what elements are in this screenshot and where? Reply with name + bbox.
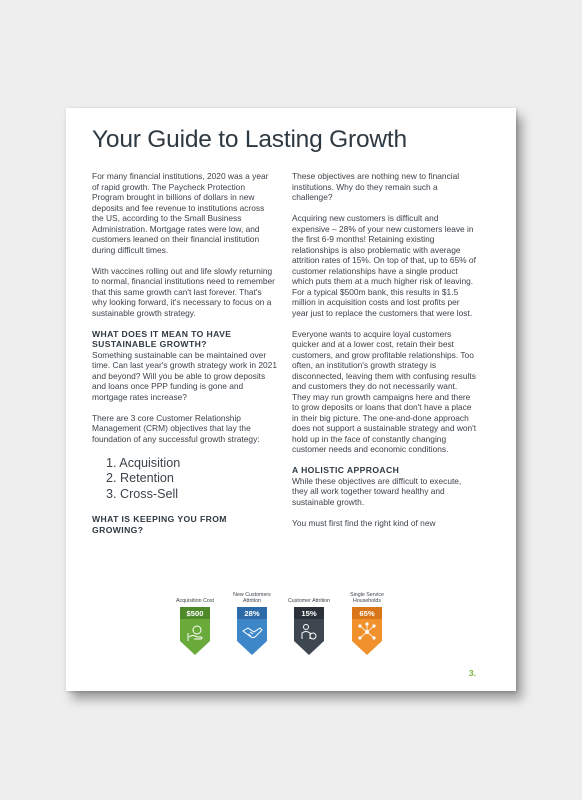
stat-value: 65% <box>359 609 375 618</box>
stats-row <box>166 578 406 688</box>
closing-paragraph: You must first find the right kind of new <box>292 517 436 528</box>
stat-badge <box>180 607 210 657</box>
stat-badge <box>237 607 267 657</box>
objectives-paragraph: These objectives are nothing new to financial institutions. Why do they remain such a challenge? <box>292 171 460 202</box>
page-number: 3. <box>468 668 476 678</box>
stat-badge-shape <box>294 619 324 655</box>
stat-label: Acquisition Cost <box>176 597 214 604</box>
holistic-paragraph: While these objectives are difficult to execute, they all work together toward healthy and sustainable growth. <box>292 475 462 507</box>
stat-acquisition-cost <box>172 578 218 657</box>
stat-customer-attrition <box>286 578 332 657</box>
right-column <box>292 171 477 539</box>
section-heading-sustainable-growth: WHAT DOES IT MEAN TO HAVE SUSTAINABLE GROWTH? <box>92 328 232 349</box>
intro-paragraph: For many financial institutions, 2020 was a year of rapid growth. The Paycheck Protection Program brought in billions of dollars in new deposits and fee revenue to institutions across the US, according to the Small Business Administration. Mortgage rates were low, and customers leaned on their financial institution during difficult times. <box>92 171 269 255</box>
acquisition-paragraph: Acquiring new customers is difficult and expensive – 28% of your new customers leave in the first 6-9 months! Retaining existing relationships is also problematic with average attrition rates of 15%. On top of that, up to 65% of customer relationships have a single product which puts them at a much higher risk of leaving. For a typical $500m bank, this results in $1.5 million in acquisition costs and lost profits per year just to replace the customers that were lost. <box>292 213 476 318</box>
stat-label: Customer Attrition <box>287 597 331 604</box>
stat-badge <box>352 607 382 657</box>
stat-value: 28% <box>244 609 260 618</box>
left-column <box>92 171 277 535</box>
objectives-list <box>106 456 277 502</box>
section-heading-keeping-you: WHAT IS KEEPING YOU FROM GROWING? <box>92 514 227 535</box>
objective-item: 2. Retention <box>106 471 174 486</box>
stat-new-customers-attrition <box>229 578 275 657</box>
stat-label: Single Service Households <box>350 591 384 604</box>
sustainable-paragraph: Something sustainable can be maintained over time. Can last year's growth strategy work in 2021 and beyond? Will you be able to grow deposits and loans once PPP funding is gone and mortgage rates increase? <box>92 349 277 402</box>
stat-single-service-households <box>344 578 390 657</box>
document-page <box>66 108 516 691</box>
stat-badge-shape <box>180 619 210 655</box>
loyal-customers-paragraph: Everyone wants to acquire loyal customers quicker and at a lower cost, retain their best customers, and grow profitable relationships. Too often, an institution's growth strategy is disconnected, leaving them with confusing results and customers they do not necessarily want. They may run growth campaigns here and there to grow deposits or loans that don't have a place in their big picture. The one-and-done approach does not support a sustainable strategy and won't hold up in the face of constantly changing customer needs and economic conditions. <box>292 328 477 454</box>
page-title: Your Guide to Lasting Growth <box>92 126 407 153</box>
stat-value: $500 <box>186 609 204 618</box>
stat-label: New Customers Attrition <box>233 591 271 604</box>
vaccine-paragraph: With vaccines rolling out and life slowly returning to normal, financial institutions need to remember that this same growth can't last forever. That's why looking forward, it's necessary to focus on a sustainable growth strategy. <box>92 265 275 318</box>
section-heading-holistic: A HOLISTIC APPROACH <box>292 465 400 475</box>
crm-paragraph: There are 3 core Customer Relationship Management (CRM) objectives that lay the foundation of any successful growth strategy: <box>92 412 260 444</box>
stat-badge <box>294 607 324 657</box>
stat-value: 15% <box>301 609 317 618</box>
objective-item: 3. Cross-Sell <box>106 486 179 501</box>
objective-item: 1. Acquisition <box>106 456 181 470</box>
